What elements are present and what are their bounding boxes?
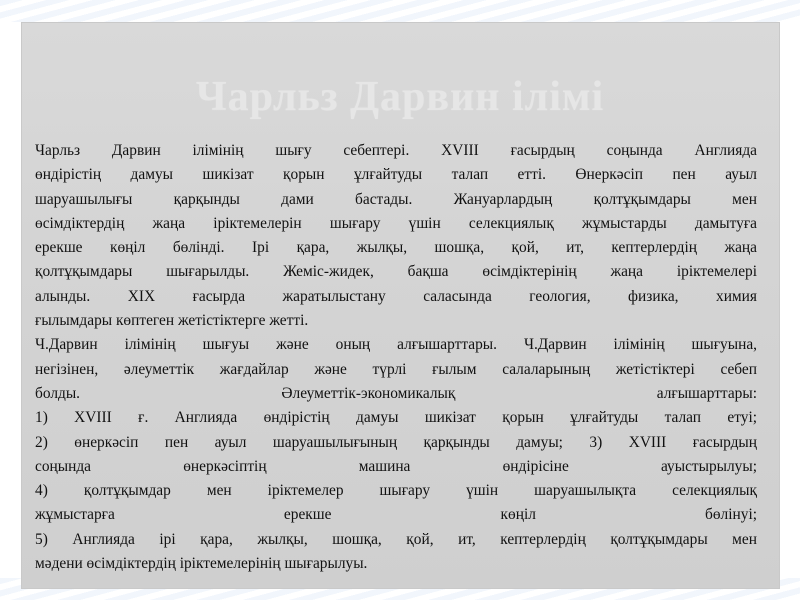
decorative-stripes-top [0, 0, 800, 22]
text-line: ерекше көңіл бөлінді. Ірі қара, жылқы, шошқа, қой, ит, кептерлердің жаңа [35, 239, 757, 257]
text-line: Ч.Дарвин ілімінің шығуы және оның алғышарттары. Ч.Дарвин ілімінің шығуына, [35, 336, 757, 354]
slide-body [35, 139, 757, 576]
text-line: болды. Әлеуметтік-экономикалық алғышарттары: [35, 384, 757, 402]
text-line: негізінен, әлеуметтік жағдайлар және түрлі ғылым салаларының жетістіктері себеп [35, 360, 757, 378]
text-line: алынды. XIX ғасырда жаратылыстану саласында геология, физика, химия [35, 287, 757, 305]
text-line: өсімдіктердің жаңа іріктемелерін шығару үшін селекциялық жұмыстарды дамытуға [35, 214, 757, 232]
text-line: қолтұқымдары шығарылды. Жеміс-жидек, бақша өсімдіктерінің жаңа іріктемелері [35, 263, 757, 281]
text-line: Чарльз Дарвин ілімінің шығу себептері. XVIII ғасырдың соңында Англияда [35, 142, 757, 159]
paragraph-causes [35, 139, 757, 333]
slide-title: Чарльз Дарвин ілімі [195, 74, 605, 120]
text-line: 5) Англияда ірі қара, жылқы, шошқа, қой, ит, кептерлердің қолтұқымдары мен [35, 530, 757, 548]
text-line: мәдени өсімдіктердің іріктемелерінің шығарылуы. [35, 555, 368, 573]
text-line: жұмыстарға ерекше көңіл бөлінуі; [35, 506, 757, 524]
paragraph-prerequisites [35, 333, 757, 576]
text-line: шаруашылығы қарқынды дами бастады. Жануарлардың қолтұқымдары мен [35, 190, 757, 208]
text-line: соңында өнеркәсіптің машина өндірісіне ауыстырылуы; [35, 457, 757, 475]
text-line: 1) XVIII ғ. Англияда өндірістің дамуы шикізат қорын ұлғайтуды талап етуі; [35, 409, 757, 427]
text-line: 2) өнеркәсіп пен ауыл шаруашылығының қарқынды дамуы; 3) XVIII ғасырдың [35, 433, 757, 451]
text-line: ғылымдары көптеген жетістіктерге жетті. [35, 312, 309, 330]
text-line: 4) қолтұқымдар мен іріктемелер шығару үшін шаруашылықта селекциялық [35, 482, 757, 500]
text-line: өндірістің дамуы шикізат қорын ұлғайтуды талап етті. Өнеркәсіп пен ауыл [35, 166, 757, 184]
